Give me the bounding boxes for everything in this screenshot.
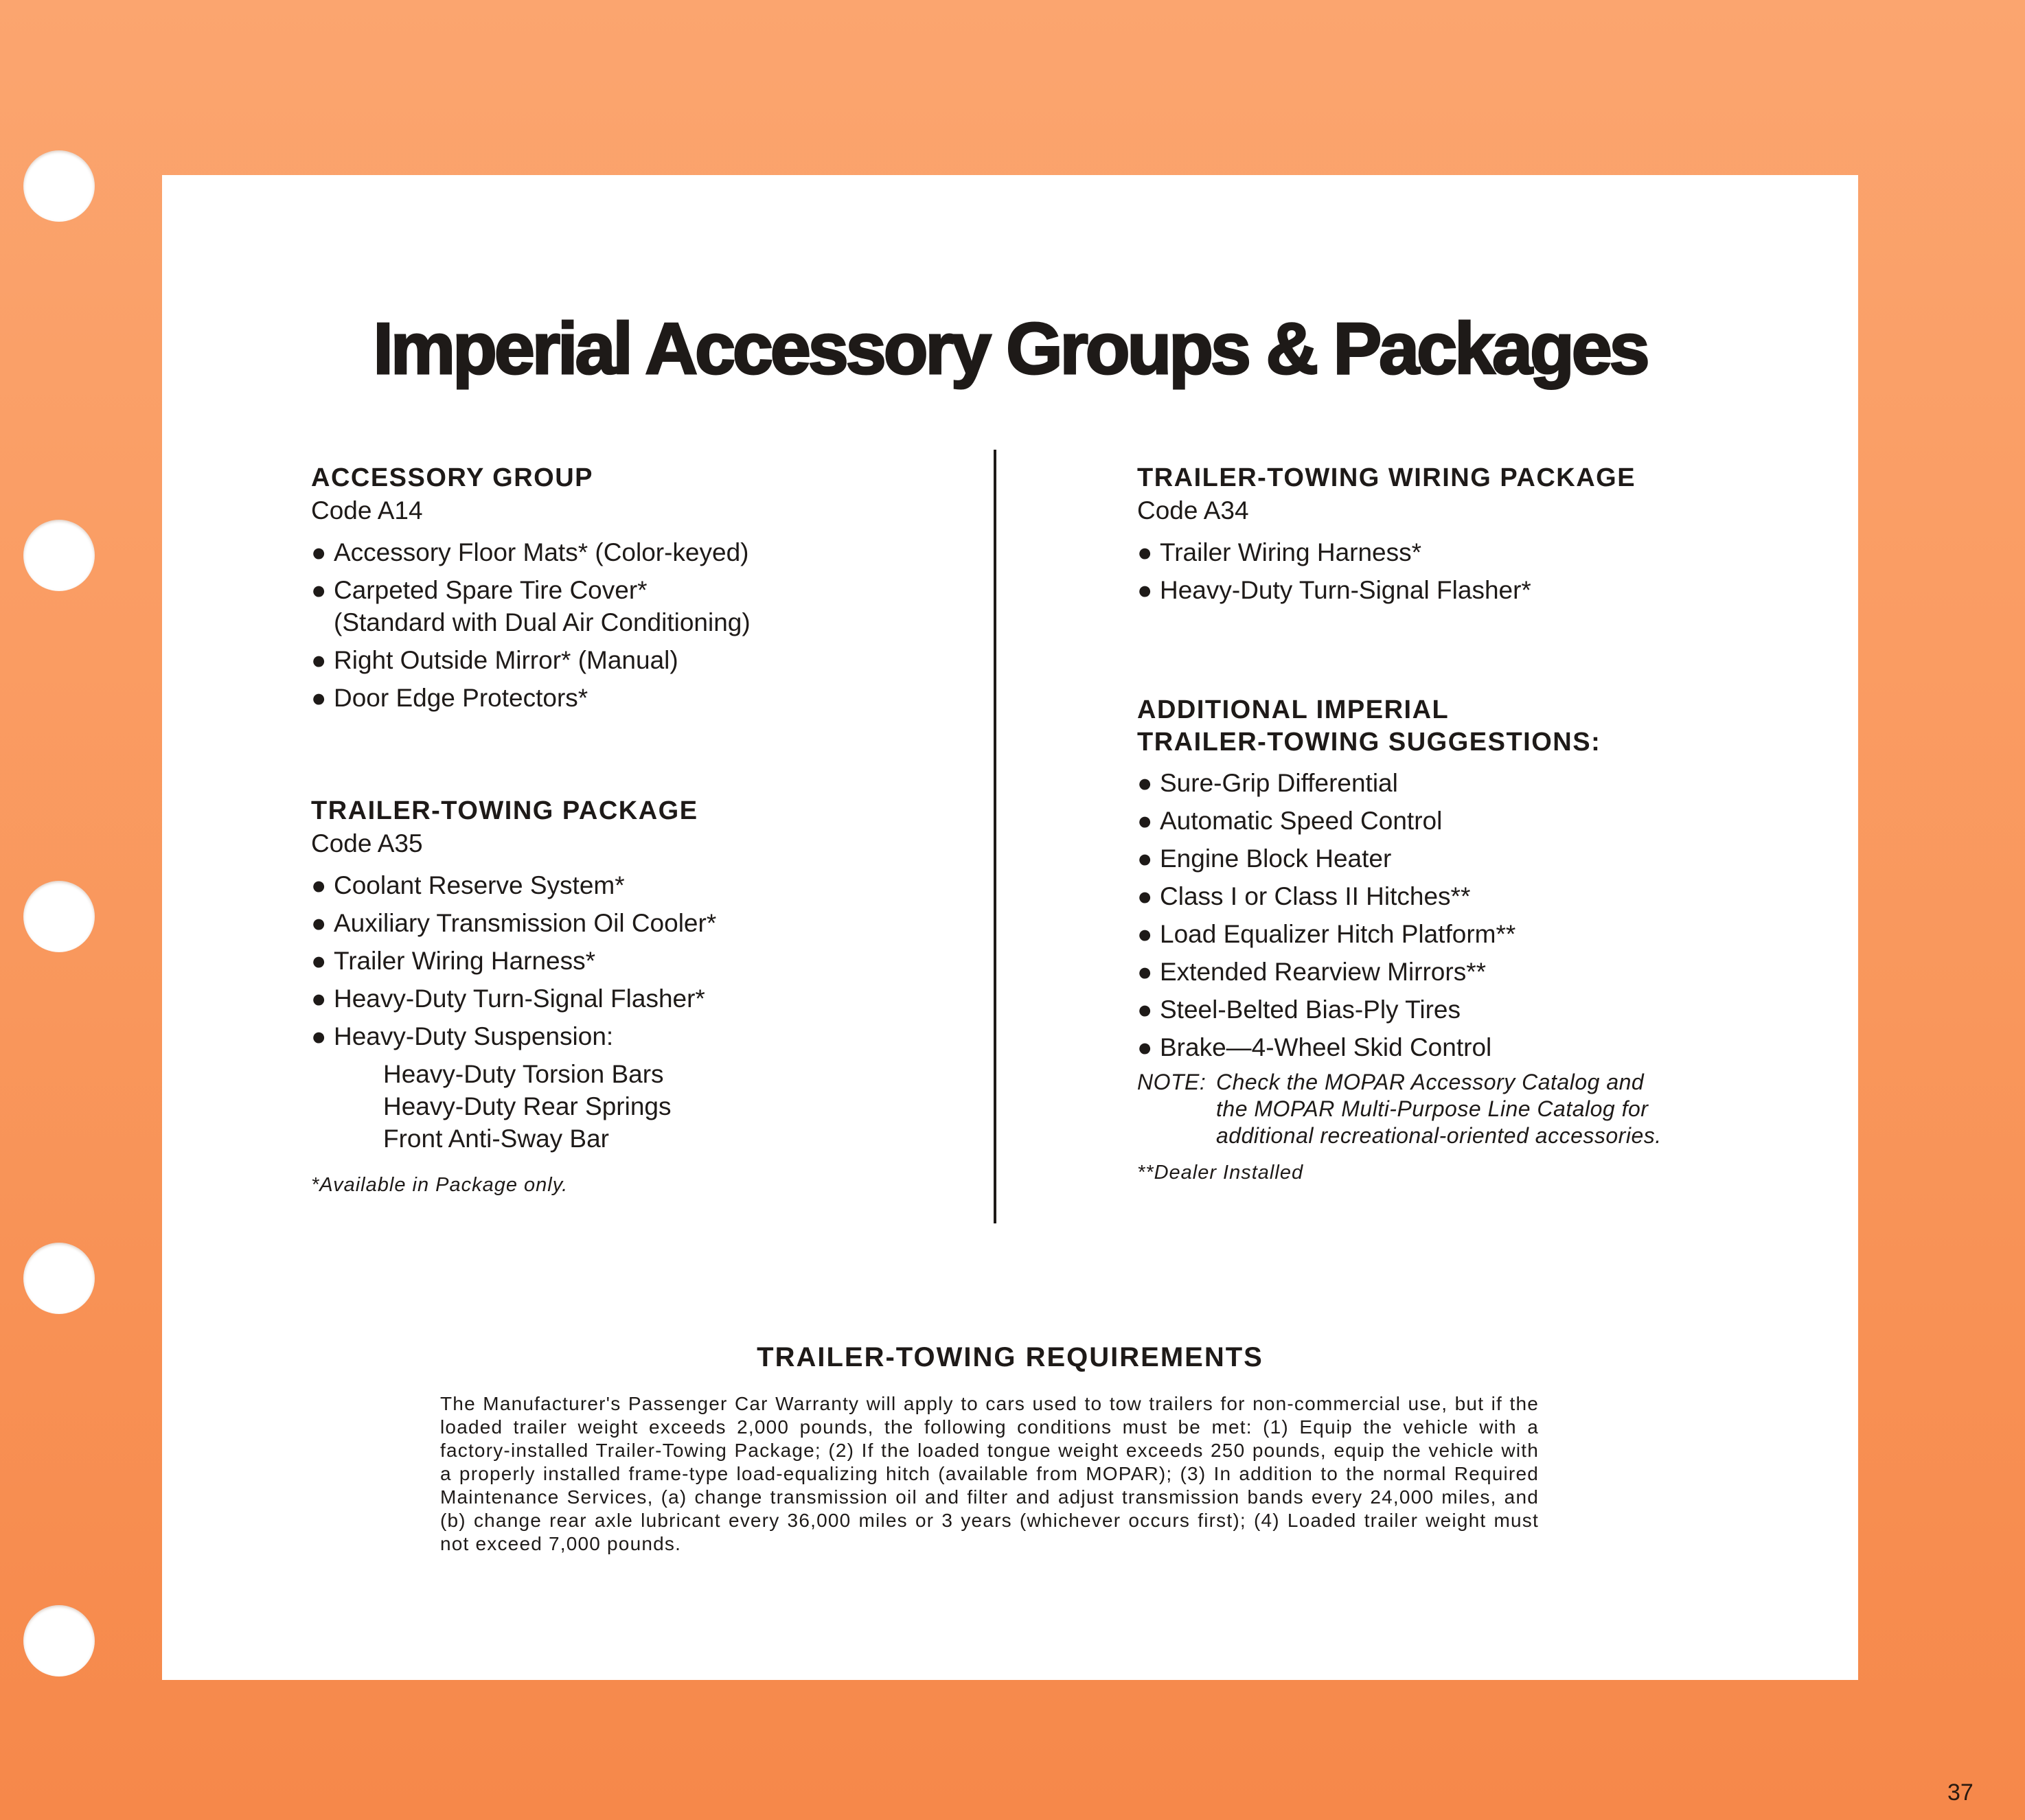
list-item-text: Automatic Speed Control	[1160, 807, 1443, 835]
bullet-icon: ●	[1137, 807, 1153, 835]
section-heading: TRAILER-TOWING SUGGESTIONS:	[1137, 728, 1601, 757]
dealer-footnote: **Dealer Installed	[1137, 1162, 1304, 1184]
list-item	[1137, 767, 1824, 799]
sublist-item: Front Anti-Sway Bar	[383, 1125, 610, 1153]
list-item	[311, 907, 1101, 939]
list-item	[1137, 574, 1824, 606]
section-heading: TRAILER-TOWING WIRING PACKAGE	[1137, 463, 1636, 492]
list-item-text: Sure-Grip Differential	[1160, 769, 1398, 797]
bullet-icon: ●	[1137, 576, 1153, 604]
bullet-icon: ●	[311, 576, 327, 604]
bullet-icon: ●	[311, 909, 327, 937]
note-label: NOTE:	[1137, 1070, 1206, 1094]
list-item-continuation: (Standard with Dual Air Conditioning)	[334, 608, 751, 636]
binder-hole	[23, 150, 95, 222]
list-item	[311, 574, 1101, 638]
sublist-item: Heavy-Duty Rear Springs	[383, 1092, 672, 1120]
right-column	[1137, 462, 1824, 1183]
binder-hole	[23, 520, 95, 591]
bullet-icon: ●	[1137, 958, 1153, 986]
list-item-text: Door Edge Protectors*	[334, 684, 588, 712]
list-item	[1137, 956, 1824, 988]
list-item	[311, 1020, 1101, 1052]
suggestions-section	[1137, 694, 1824, 1063]
list-item	[1137, 842, 1824, 875]
list-item	[311, 982, 1101, 1015]
bullet-icon: ●	[1137, 920, 1153, 948]
list-item	[311, 682, 1101, 714]
list-item-text: Accessory Floor Mats* (Color-keyed)	[334, 538, 749, 566]
note-line: the MOPAR Multi-Purpose Line Catalog for	[1216, 1096, 1649, 1121]
list-item	[311, 945, 1101, 977]
list-item-text: Load Equalizer Hitch Platform**	[1160, 920, 1516, 948]
note-line: Check the MOPAR Accessory Catalog and	[1216, 1070, 1645, 1094]
section-heading: ACCESSORY GROUP	[311, 463, 594, 492]
list-item	[311, 644, 1101, 676]
package-code: Code A14	[311, 496, 423, 525]
bullet-icon: ●	[311, 947, 327, 975]
bullet-icon: ●	[311, 684, 327, 712]
accessory-group-section	[311, 462, 1101, 714]
package-footnote: *Available in Package only.	[311, 1174, 569, 1196]
bullet-icon: ●	[1137, 995, 1153, 1024]
suspension-sublist	[311, 1058, 1101, 1155]
section-heading: ADDITIONAL IMPERIAL	[1137, 695, 1450, 724]
package-code: Code A34	[1137, 496, 1249, 525]
bullet-icon: ●	[1137, 844, 1153, 873]
requirements-heading: TRAILER-TOWING REQUIREMENTS	[757, 1342, 1263, 1372]
note-text	[1137, 1069, 1824, 1149]
list-item-text: Heavy-Duty Suspension:	[334, 1022, 614, 1050]
list-item-text: Trailer Wiring Harness*	[1160, 538, 1422, 566]
bullet-icon: ●	[311, 646, 327, 674]
list-item	[311, 536, 1101, 568]
bullet-icon: ●	[311, 538, 327, 566]
binder-hole	[23, 881, 95, 952]
list-item	[1137, 1031, 1824, 1063]
bullet-icon: ●	[1137, 882, 1153, 910]
package-list	[311, 869, 1101, 1052]
requirements-body: The Manufacturer's Passenger Car Warranty will apply to cars used to tow trailers for non-commercial use, but if the loaded trailer weight exceeds 2,000 pounds, the following conditions must be met: (1) Equip the vehicle with a factory-installed Trailer-Towing Package; (2) If the loaded tongue weight exceeds 250 pounds, equip the vehicle with a properly installed frame-type load-equalizing hitch (available from MOPAR); (3) In addition to the normal Required Maintenance Services, (a) change transmission oil and filter and adjust transmission bands every 24,000 miles, and (b) change rear axle lubricant every 36,000 miles or 3 years (whichever occurs first); (4) Loaded trailer weight must not exceed 7,000 pounds.	[440, 1393, 1539, 1554]
sublist-item: Heavy-Duty Torsion Bars	[383, 1060, 664, 1088]
list-item	[1137, 993, 1824, 1026]
list-item	[1137, 880, 1824, 912]
binder-hole	[23, 1605, 95, 1677]
list-item-text: Brake—4-Wheel Skid Control	[1160, 1033, 1492, 1061]
bullet-icon: ●	[311, 1022, 327, 1050]
accessory-list	[311, 536, 1101, 714]
package-code: Code A35	[311, 829, 423, 857]
left-column	[311, 462, 1101, 1195]
binder-hole	[23, 1243, 95, 1314]
list-item-text: Auxiliary Transmission Oil Cooler*	[334, 909, 717, 937]
wiring-list	[1137, 536, 1824, 606]
bullet-icon: ●	[1137, 538, 1153, 566]
page-title: Imperial Accessory Groups & Packages	[373, 308, 1647, 389]
suggestions-list	[1137, 767, 1824, 1063]
bullet-icon: ●	[311, 984, 327, 1013]
list-item-text: Steel-Belted Bias-Ply Tires	[1160, 995, 1461, 1024]
list-item-text: Heavy-Duty Turn-Signal Flasher*	[1160, 576, 1531, 604]
list-item-text: Carpeted Spare Tire Cover*	[334, 576, 648, 604]
bullet-icon: ●	[311, 871, 327, 899]
list-item-text: Right Outside Mirror* (Manual)	[334, 646, 678, 674]
trailer-towing-package-section	[311, 795, 1101, 1155]
note-line: additional recreational-oriented accessories.	[1216, 1123, 1662, 1148]
list-item-text: Engine Block Heater	[1160, 844, 1392, 873]
section-heading: TRAILER-TOWING PACKAGE	[311, 796, 698, 825]
list-item	[311, 869, 1101, 901]
list-item-text: Coolant Reserve System*	[334, 871, 625, 899]
catalog-note	[1137, 1069, 1824, 1149]
content-panel	[162, 175, 1858, 1680]
list-item	[1137, 918, 1824, 950]
list-item-text: Heavy-Duty Turn-Signal Flasher*	[334, 984, 705, 1013]
list-item	[1137, 536, 1824, 568]
list-item-text: Class I or Class II Hitches**	[1160, 882, 1471, 910]
bullet-icon: ●	[1137, 1033, 1153, 1061]
wiring-package-section	[1137, 462, 1824, 606]
bullet-icon: ●	[1137, 769, 1153, 797]
list-item-text: Extended Rearview Mirrors**	[1160, 958, 1487, 986]
list-item-text: Trailer Wiring Harness*	[334, 947, 596, 975]
list-item	[1137, 805, 1824, 837]
page-number: 37	[1947, 1779, 1973, 1806]
